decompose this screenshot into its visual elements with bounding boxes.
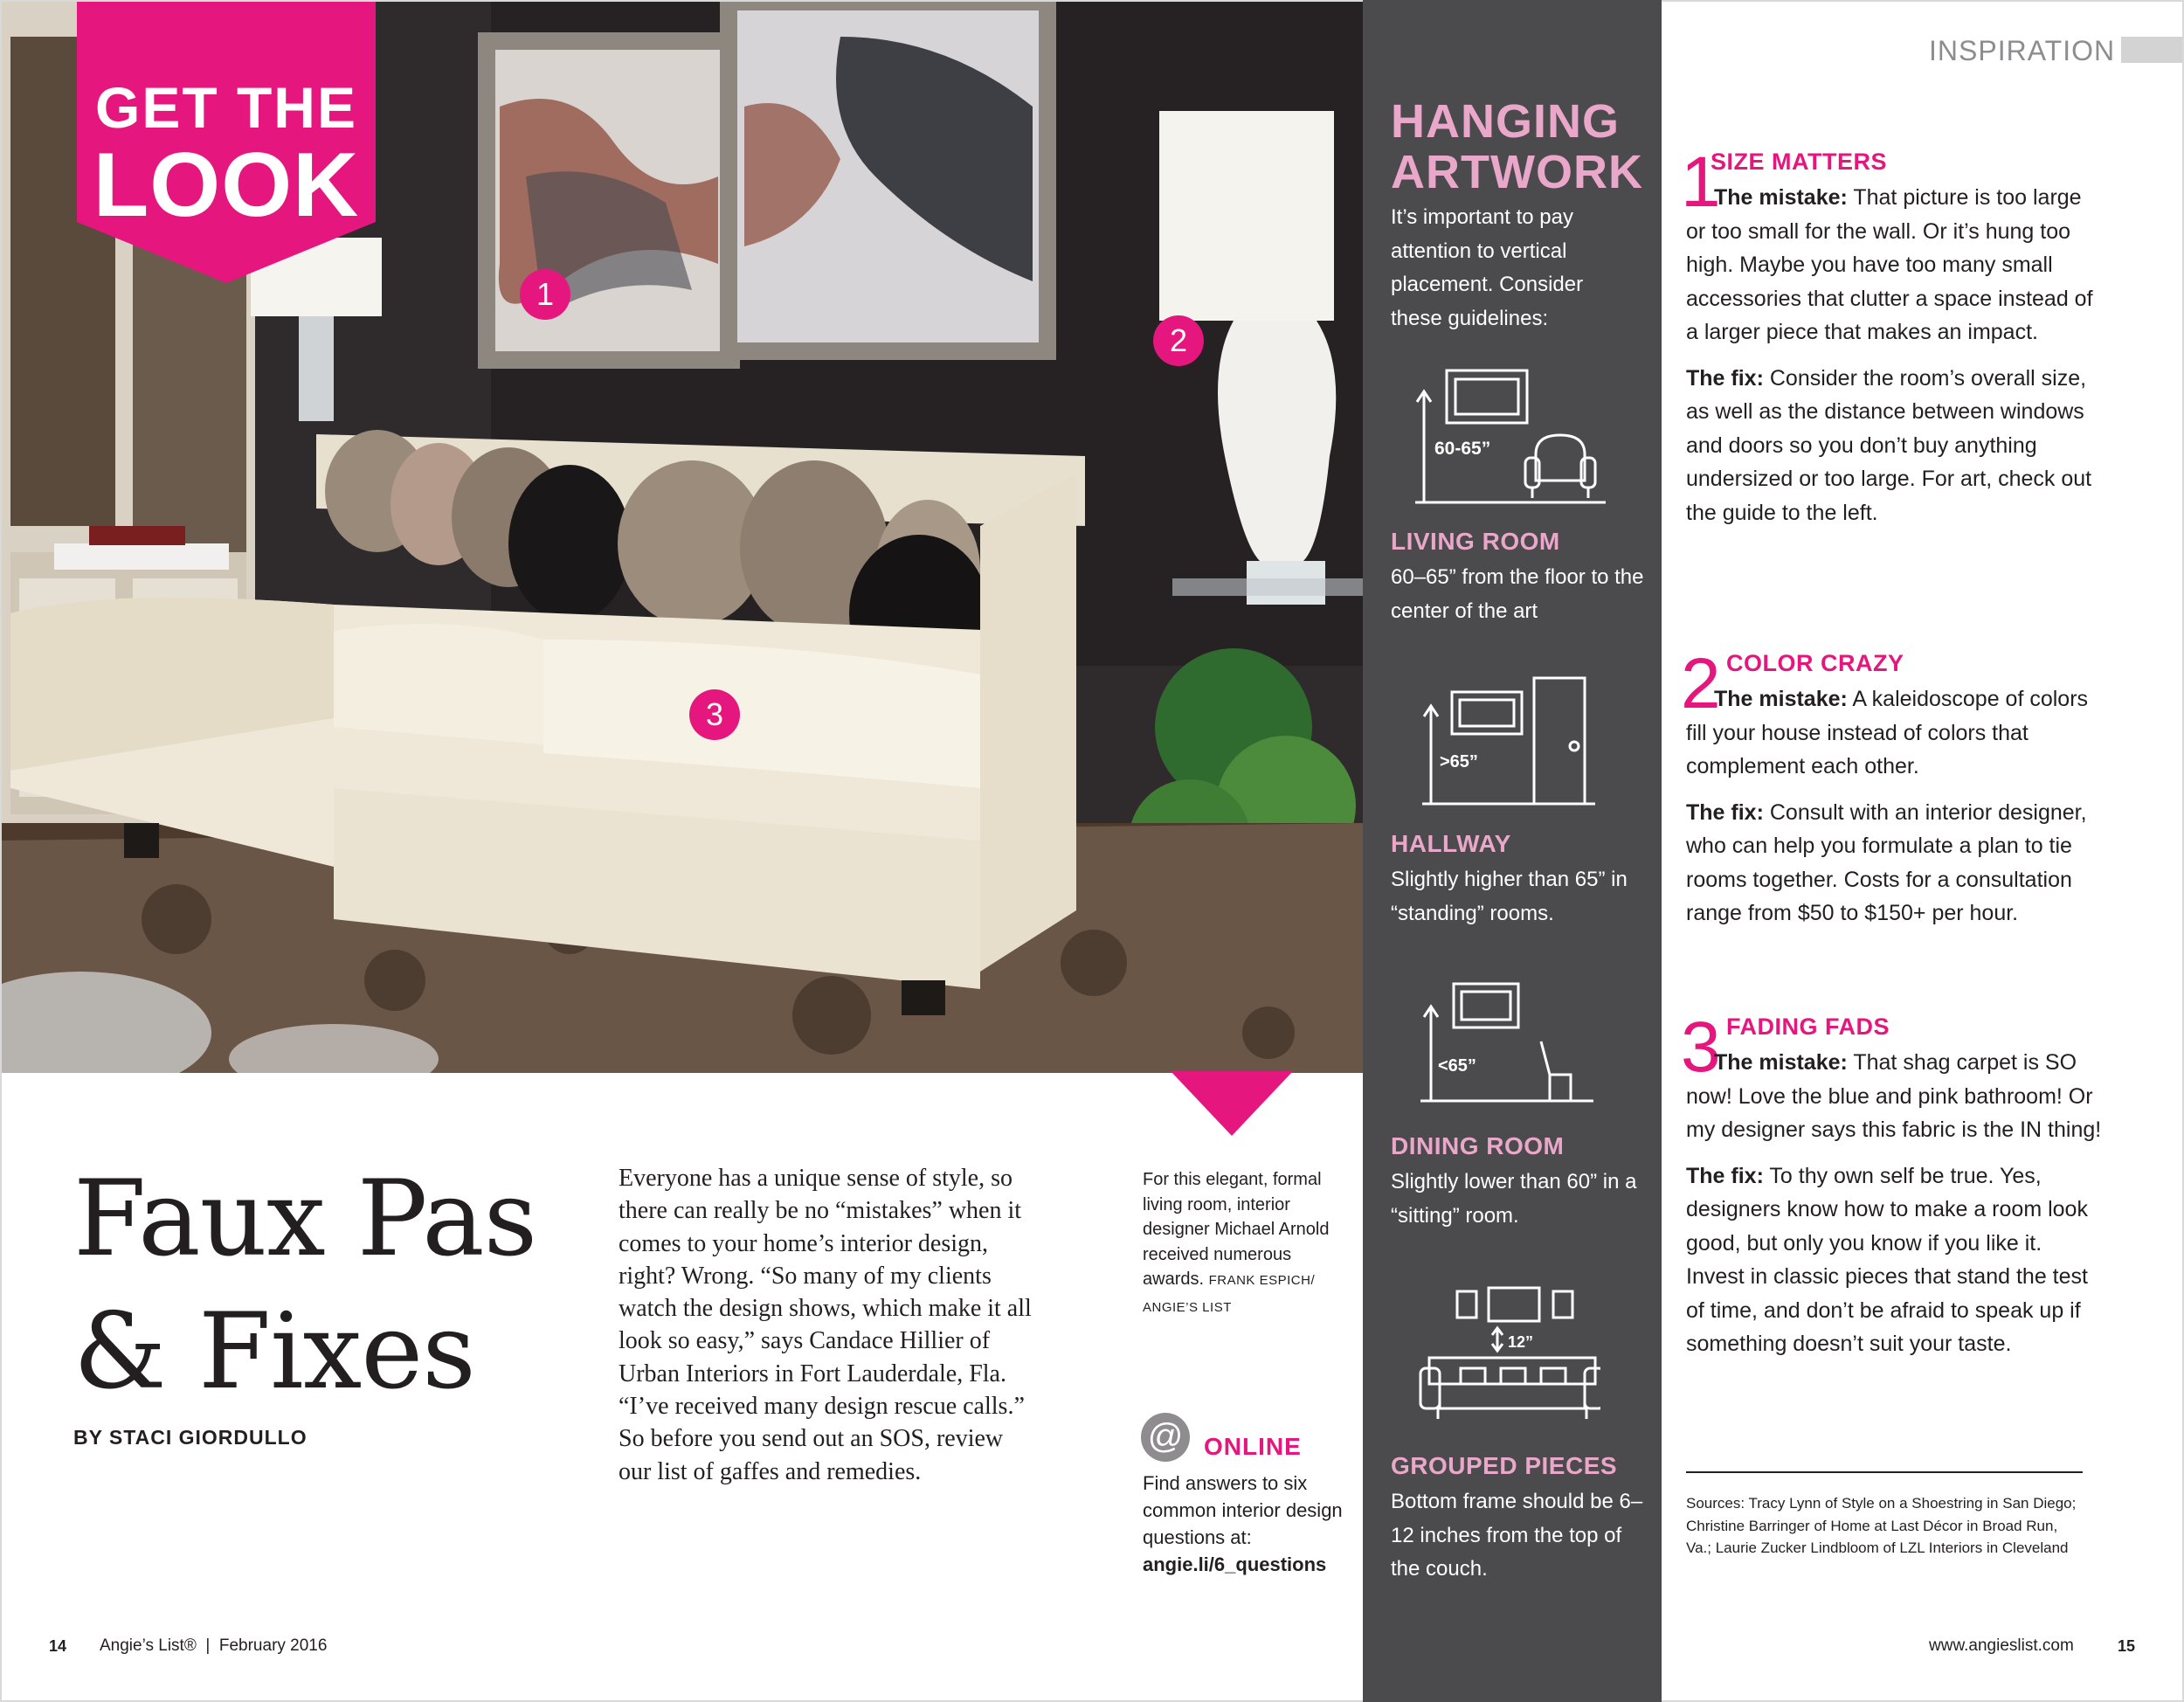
tip-2-fix-label: The fix: (1686, 799, 1764, 825)
sources-divider (1686, 1471, 2083, 1473)
online-heading: ONLINE (1204, 1433, 1302, 1460)
tip-number-2: 2 (1681, 644, 1721, 723)
hanging-title-line-1: HANGING (1391, 95, 1620, 148)
tip-1-fix: Consider the room’s overall size, as well as the distance between windows and doors so you don’t buy anything undersized or too large. For art, check out the guide to the left. (1686, 365, 2092, 525)
hallway-text: Slightly higher than 65” in “standing” rooms. (1391, 868, 1628, 925)
website-link[interactable]: www.angieslist.com (1929, 1636, 2074, 1655)
living-room-text: 60–65” from the floor to the center of the art (1391, 565, 1644, 623)
tip-1-mistake-label: The mistake: (1714, 185, 1848, 210)
hanging-title-line-2: ARTWORK (1391, 146, 1643, 198)
tip-body-1 (1686, 181, 2105, 542)
tip-1-fix-label: The fix: (1686, 365, 1764, 391)
grouped-pieces-text: Bottom frame should be 6–12 inches from the top of the couch. (1391, 1490, 1643, 1581)
tip-heading-2: COLOR CRAZY (1726, 650, 1904, 676)
grouped-pieces-diagram-label: 12” (1508, 1333, 1534, 1351)
publication-info: Angie’s List® | February 2016 (100, 1636, 328, 1655)
living-room-diagram-label: 60-65” (1434, 439, 1491, 459)
dining-room-heading: DINING ROOM (1391, 1132, 1565, 1159)
caption-pointer-icon (1171, 1071, 1293, 1139)
hanging-artwork-title (1391, 96, 1653, 197)
at-icon: @ (1141, 1413, 1190, 1462)
byline: BY STACI GIORDULLO (73, 1426, 308, 1449)
photo-marker-1: 1 (520, 269, 570, 320)
tip-1-mistake: That picture is too large or too small for the wall. Or it’s hung too high. Maybe you have too many small accessories that clutter a space instead of a larger piece that makes an impact. (1686, 185, 2093, 344)
tip-2-mistake: A kaleidoscope of colors fill your house instead of colors that complement each other. (1686, 687, 2089, 778)
tip-3-mistake-label: The mistake: (1714, 1050, 1848, 1075)
sources-text: Sources: Tracy Lynn of Style on a Shoestring in San Diego; Christine Barringer of Home at Last Décor in Broad Run, Va.; Laurie Zucker Lindbloom of LZL Interiors in Cleveland (1686, 1495, 2077, 1556)
page-number-left: 14 (49, 1637, 67, 1655)
dining-room-diagram-label: <65” (1438, 1056, 1476, 1076)
title-line-1: Faux Pas (73, 1159, 537, 1280)
get-the-look-banner (77, 2, 376, 283)
living-room-diagram-icon (1413, 367, 1606, 507)
photo-marker-2: 2 (1153, 315, 1204, 366)
caption-text: For this elegant, formal living room, interior designer Michael Arnold received numerous awards. (1143, 1170, 1330, 1289)
hanging-intro: It’s important to pay attention to vertical placement. Consider these guidelines: (1391, 205, 1584, 330)
dining-room-diagram-icon (1419, 979, 1593, 1111)
tip-2-fix: Consult with an interior designer, who can help you formulate a plan to tie rooms together. Costs for a consultation range from $50 to $150+ per hour. (1686, 799, 2087, 925)
intro-paragraph: Everyone has a unique sense of style, so there can really be no “mistakes” when it comes to your home’s interior design, right? Wrong. “So many of my clients watch the design shows, which make it all look so easy,” says Candace Hillier of Urban Interiors in Fort Lauderdale, Fla. “I’ve received many design rescue calls.” So before you send out an SOS, review our list of gaffes and remedies. (619, 1165, 1032, 1485)
grouped-pieces-diagram-icon (1417, 1284, 1600, 1424)
photo-caption (1143, 1167, 1337, 1320)
banner-line-1: GET THE (94, 75, 357, 140)
tip-3-fix: To thy own self be true. Yes, designers know how to make a room look good, but only you know if you like it. Invest in classic pieces that stand the test of time, and don’t be afraid to speak up if something doesn’t suit your taste. (1686, 1163, 2088, 1356)
section-label: INSPIRATION (1929, 35, 2116, 66)
tip-body-3 (1686, 1046, 2105, 1373)
online-link[interactable]: angie.li/6_questions (1143, 1553, 1327, 1575)
hallway-heading: HALLWAY (1391, 830, 1511, 857)
online-text: Find answers to six common interior design questions at: (1143, 1472, 1343, 1548)
article-title (73, 1153, 615, 1419)
photo-marker-3: 3 (689, 689, 740, 740)
tip-2-mistake-label: The mistake: (1714, 687, 1848, 711)
banner-line-2: LOOK (93, 135, 360, 236)
tip-body-2 (1686, 682, 2105, 943)
dining-room-text: Slightly lower than 60” in a “sitting” room. (1391, 1170, 1637, 1228)
tip-number-3: 3 (1681, 1007, 1721, 1087)
hallway-diagram-icon (1420, 673, 1595, 814)
tip-3-mistake: That shag carpet is SO now! Love the blue and pink bathroom! Or my designer says this fabric is the IN thing! (1686, 1050, 2102, 1142)
hallway-diagram-label: >65” (1440, 752, 1478, 771)
tip-heading-1: SIZE MATTERS (1711, 149, 1888, 175)
section-bar (2121, 37, 2182, 63)
tip-heading-3: FADING FADS (1726, 1014, 1890, 1040)
title-line-2: & Fixes (73, 1291, 475, 1413)
photo-credit: FRANK ESPICH/ ANGIE’S LIST (1143, 1273, 1316, 1315)
page-number-right: 15 (2118, 1637, 2136, 1655)
online-body (1143, 1470, 1352, 1578)
living-room-heading: LIVING ROOM (1391, 528, 1560, 555)
tip-3-fix-label: The fix: (1686, 1163, 1764, 1188)
tip-number-1: 1 (1681, 142, 1721, 222)
grouped-pieces-heading: GROUPED PIECES (1391, 1452, 1618, 1479)
